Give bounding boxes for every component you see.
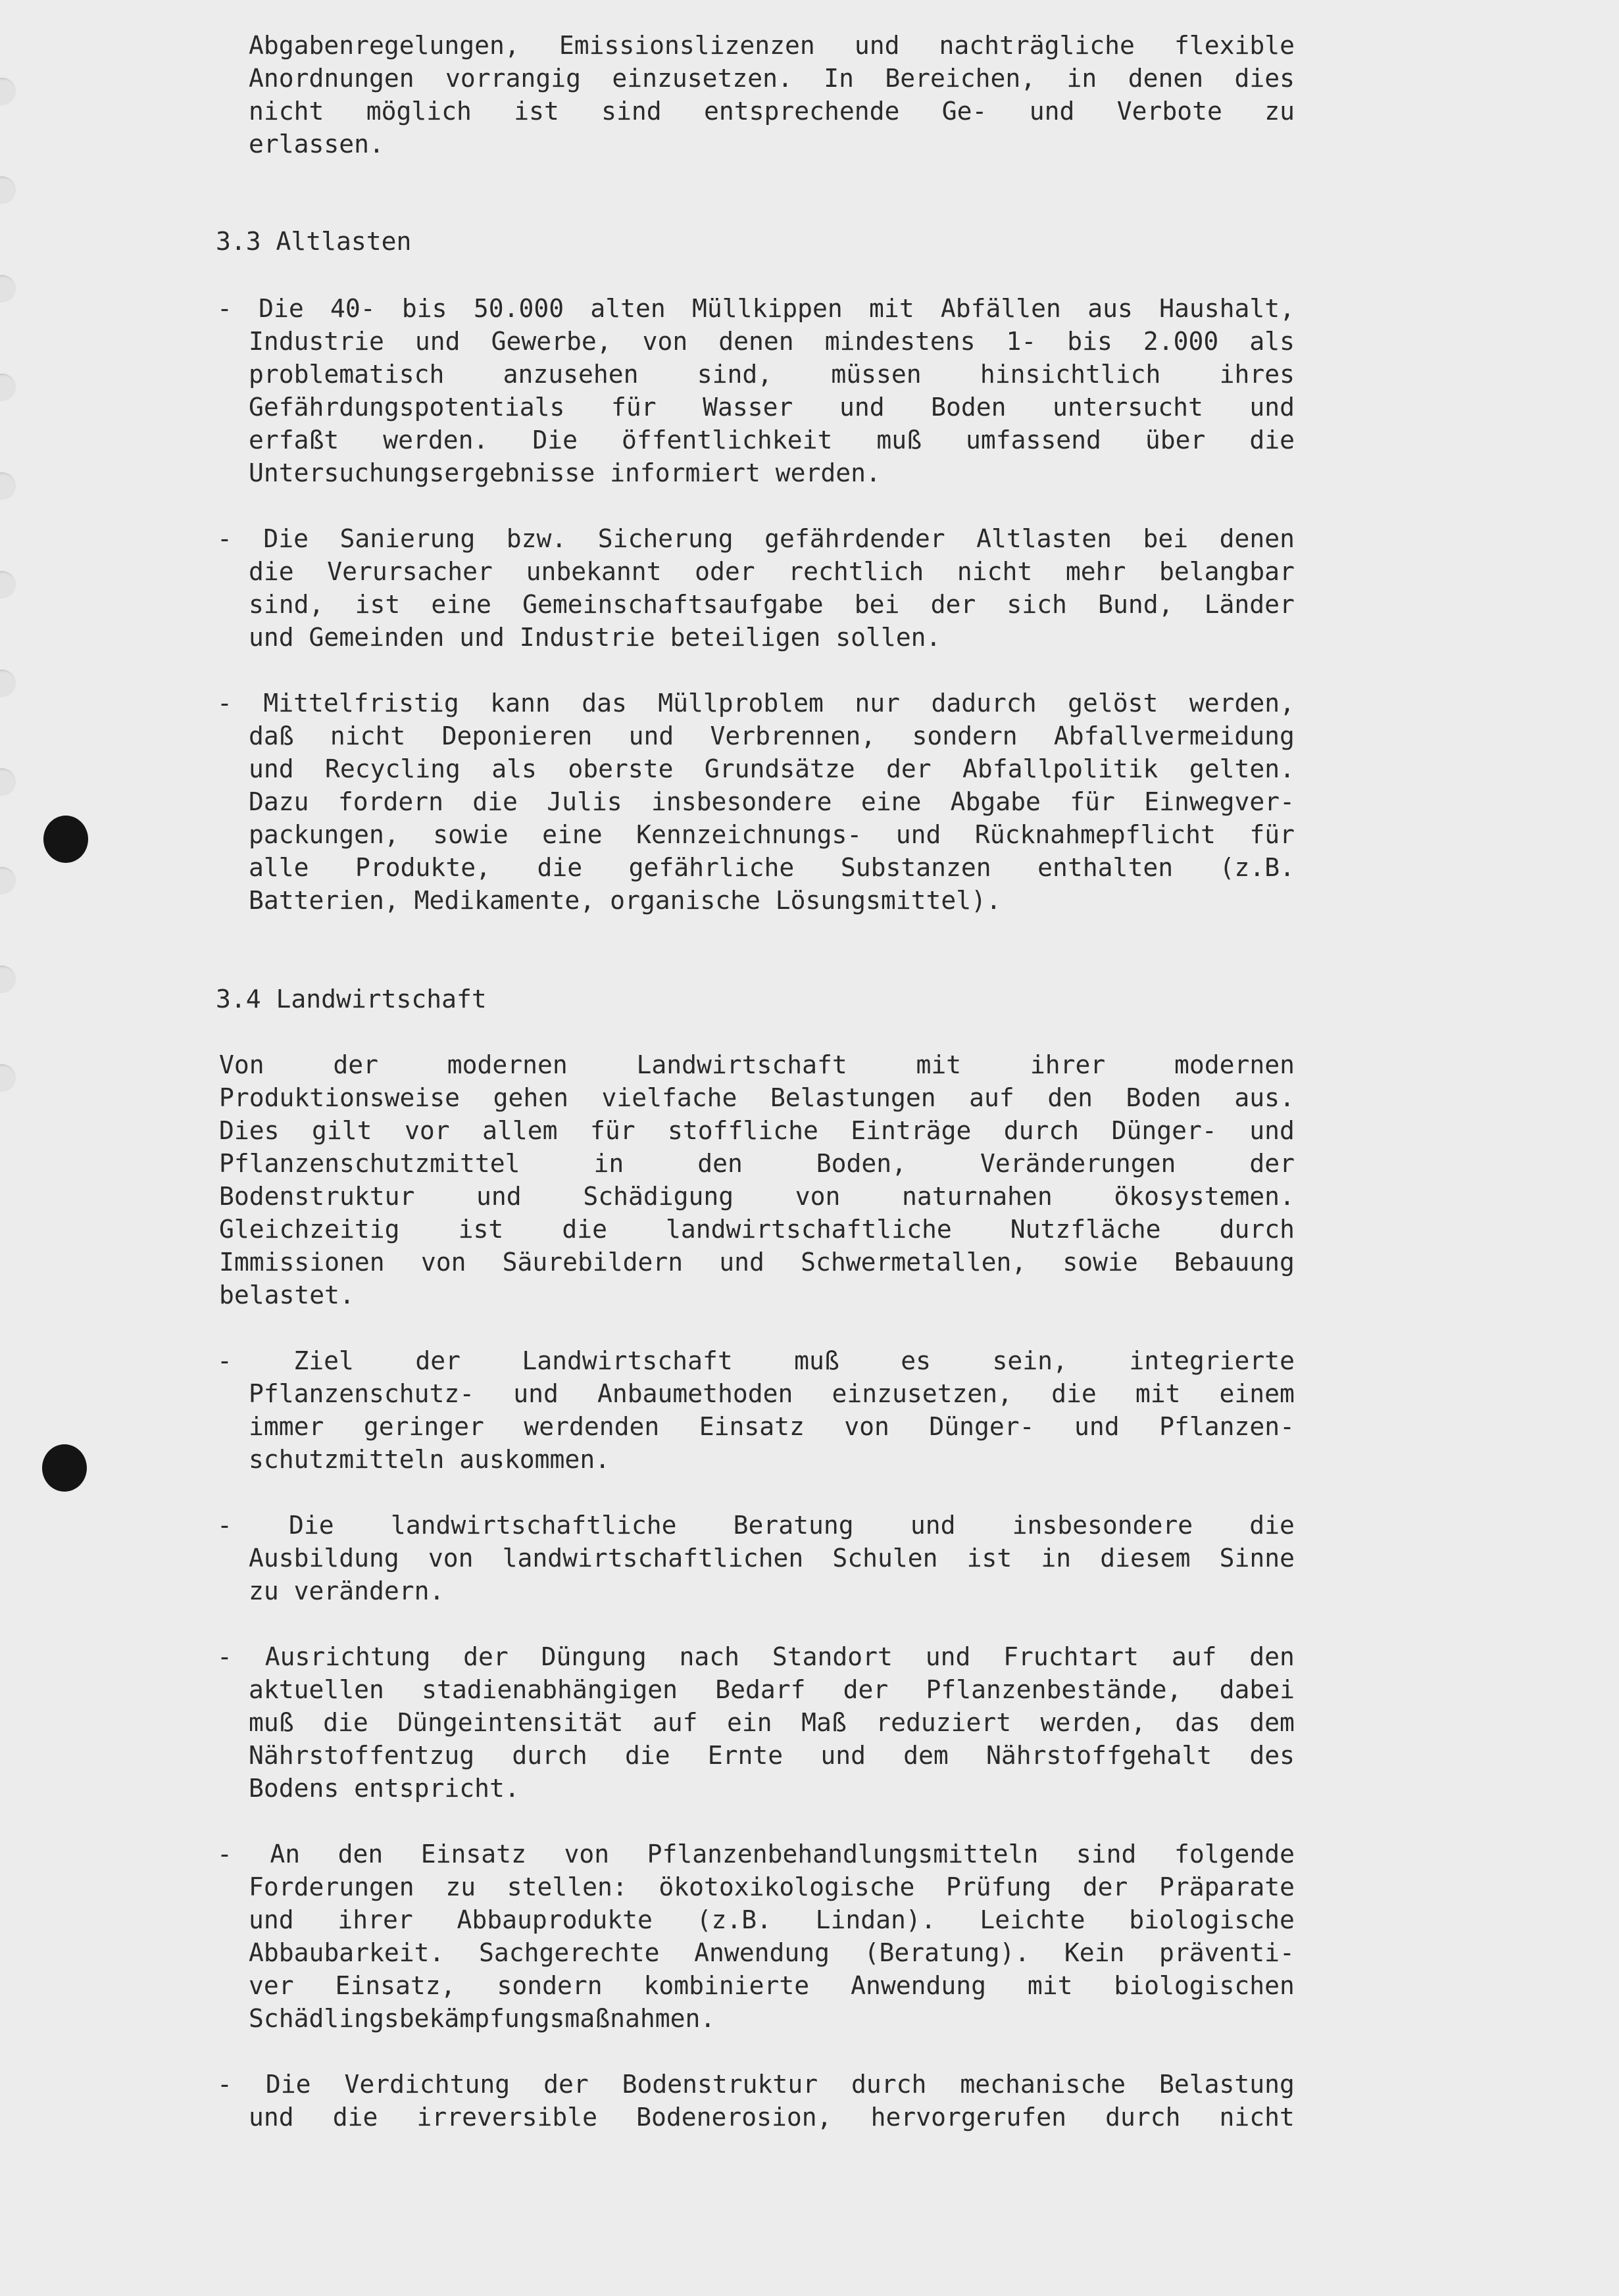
list-item-line: und die irreversible Bodenerosion, hervorgerufen durch nicht	[249, 2103, 1295, 2132]
list-item-line: Abbaubarkeit. Sachgerechte Anwendung (Beratung). Kein präventi-	[249, 1938, 1295, 1967]
list-item-line: ver Einsatz, sondern kombinierte Anwendung mit biologischen	[249, 1971, 1295, 2000]
paragraph-line: Bodenstruktur und Schädigung von naturnahen ökosystemen.	[219, 1182, 1295, 1211]
list-item-line: erfaßt werden. Die öffentlichkeit muß umfassend über die	[249, 426, 1295, 454]
list-item-line: sind, ist eine Gemeinschaftsaufgabe bei der sich Bund, Länder	[249, 590, 1295, 619]
binder-hole-mark	[43, 816, 88, 863]
list-item-line: daß nicht Deponieren und Verbrennen, sondern Abfallvermeidung	[249, 721, 1295, 750]
list-item-line: problematisch anzusehen sind, müssen hinsichtlich ihres	[249, 360, 1295, 389]
list-item-line: und Recycling als oberste Grundsätze der Abfallpolitik gelten.	[249, 754, 1295, 783]
list-item-line: und Gemeinden und Industrie beteiligen sollen.	[249, 623, 941, 652]
punch-hole	[0, 472, 16, 500]
list-item-line: - Ausrichtung der Düngung nach Standort und Fruchtart auf den	[217, 1642, 1295, 1671]
paragraph-line: Produktionsweise gehen vielfache Belastungen auf den Boden aus.	[219, 1083, 1295, 1112]
list-item-line: Industrie und Gewerbe, von denen mindestens 1- bis 2.000 als	[249, 327, 1295, 356]
list-item-line: Forderungen zu stellen: ökotoxikologische Prüfung der Präparate	[249, 1872, 1295, 1901]
list-item-line: Bodens entspricht.	[249, 1774, 520, 1803]
list-item-line: - Ziel der Landwirtschaft muß es sein, integrierte	[217, 1346, 1295, 1375]
list-item-line: zu verändern.	[249, 1576, 445, 1605]
punch-hole	[0, 867, 16, 894]
binder-hole-mark	[42, 1444, 87, 1492]
list-item-line: Nährstoffentzug durch die Ernte und dem Nährstoffgehalt des	[249, 1741, 1295, 1770]
list-item-line: immer geringer werdenden Einsatz von Dünger- und Pflanzen-	[249, 1412, 1295, 1441]
section-heading-3-4: 3.4 Landwirtschaft	[216, 985, 487, 1014]
list-item-line: alle Produkte, die gefährliche Substanzen enthalten (z.B.	[249, 853, 1295, 882]
paragraph-line: Von der modernen Landwirtschaft mit ihrer modernen	[219, 1050, 1295, 1079]
section-heading-3-3: 3.3 Altlasten	[216, 227, 412, 256]
paragraph-line: belastet.	[219, 1281, 355, 1309]
intro-line: erlassen.	[249, 130, 384, 159]
punch-hole	[0, 768, 16, 796]
list-item-line: - Mittelfristig kann das Müllproblem nur dadurch gelöst werden,	[217, 689, 1295, 718]
list-item-line: Dazu fordern die Julis insbesondere eine Abgabe für Einwegver-	[249, 787, 1295, 816]
paragraph-line: Immissionen von Säurebildern und Schwermetallen, sowie Bebauung	[219, 1248, 1295, 1277]
list-item-line: aktuellen stadienabhängigen Bedarf der Pflanzenbestände, dabei	[249, 1675, 1295, 1704]
punch-hole	[0, 1064, 16, 1092]
list-item-line: Gefährdungspotentials für Wasser und Boden untersucht und	[249, 393, 1295, 422]
punch-hole	[0, 275, 16, 303]
list-item-line: und ihrer Abbauprodukte (z.B. Lindan). Leichte biologische	[249, 1905, 1295, 1934]
list-item-line: - An den Einsatz von Pflanzenbehandlungsmitteln sind folgende	[217, 1840, 1295, 1869]
punch-hole	[0, 78, 16, 105]
list-item-line: Schädlingsbekämpfungsmaßnahmen.	[249, 2004, 716, 2033]
list-item-line: - Die landwirtschaftliche Beratung und insbesondere die	[217, 1511, 1295, 1540]
intro-line: Anordnungen vorrangig einzusetzen. In Bereichen, in denen dies	[249, 64, 1295, 93]
list-item-line: Ausbildung von landwirtschaftlichen Schulen ist in diesem Sinne	[249, 1544, 1295, 1573]
list-item-line: muß die Düngeintensität auf ein Maß reduziert werden, das dem	[249, 1708, 1295, 1737]
paragraph-line: Dies gilt vor allem für stoffliche Einträge durch Dünger- und	[219, 1116, 1295, 1145]
punch-hole	[0, 965, 16, 993]
intro-line: nicht möglich ist sind entsprechende Ge- und Verbote zu	[249, 97, 1295, 126]
list-item-line: - Die 40- bis 50.000 alten Müllkippen mit Abfällen aus Haushalt,	[217, 294, 1295, 323]
paragraph-line: Pflanzenschutzmittel in den Boden, Veränderungen der	[219, 1149, 1295, 1178]
list-item-line: packungen, sowie eine Kennzeichnungs- und Rücknahmepflicht für	[249, 820, 1295, 849]
punch-hole	[0, 571, 16, 598]
list-item-line: die Verursacher unbekannt oder rechtlich nicht mehr belangbar	[249, 557, 1295, 586]
punch-hole	[0, 670, 16, 697]
punch-hole	[0, 374, 16, 401]
punch-hole	[0, 176, 16, 204]
list-item-line: - Die Sanierung bzw. Sicherung gefährdender Altlasten bei denen	[217, 524, 1295, 553]
paragraph-line: Gleichzeitig ist die landwirtschaftliche Nutzfläche durch	[219, 1215, 1295, 1244]
list-item-line: Untersuchungsergebnisse informiert werden.	[249, 458, 881, 487]
list-item-line: schutzmitteln auskommen.	[249, 1445, 610, 1474]
list-item-line: Pflanzenschutz- und Anbaumethoden einzusetzen, die mit einem	[249, 1379, 1295, 1408]
list-item-line: Batterien, Medikamente, organische Lösungsmittel).	[249, 886, 1001, 915]
list-item-line: - Die Verdichtung der Bodenstruktur durch mechanische Belastung	[217, 2070, 1295, 2099]
intro-line: Abgabenregelungen, Emissionslizenzen und nachträgliche flexible	[249, 31, 1295, 60]
